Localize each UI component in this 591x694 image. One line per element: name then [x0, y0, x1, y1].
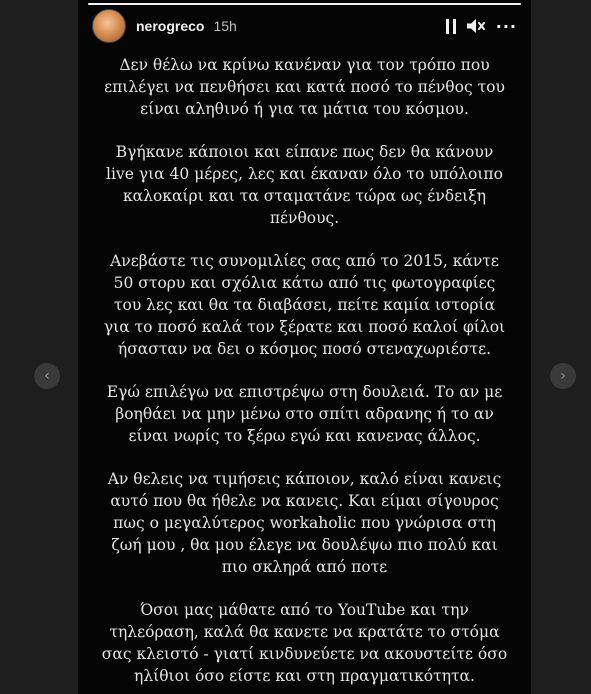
username[interactable]: nerogreco [136, 18, 205, 34]
story-text-line: είναι νωρίς το ξέρω εγώ και κανενας άλλος. [128, 427, 481, 445]
story-text-line: ηλίθιοι όσο είστε και στη πραγματικότητα. [134, 667, 475, 685]
pause-icon[interactable] [446, 18, 456, 34]
story-text-line: ζωή μου , θα μου έλεγε να δουλέψω πιο πολύ και [111, 536, 498, 554]
story-paragraph [96, 599, 513, 687]
story-progress-fill [88, 3, 521, 5]
story-text-line: βοηθάει να μην μένω στο σπίτι αδρανης ή το αν [115, 405, 494, 423]
story-text-line: 50 στορυ και σχόλια κάτω από τις φωτογραφίες [113, 274, 496, 292]
chevron-right-icon: › [560, 368, 566, 384]
story-text-line: ήσασταν να δει ο κόσμος ποσό στεναχωριέστε. [117, 340, 492, 358]
story-text-line: αυτό που θα ήθελε να κανεις. Και είμαι σίγουρος [110, 492, 499, 510]
story-text-line: πένθους. [269, 209, 340, 227]
story-text-line: Δεν θέλω να κρίνω κανέναν για τον τρόπο που [119, 56, 490, 74]
previous-story-button[interactable] [34, 363, 60, 389]
story-text-line: Βγήκανε κάποιοι και είπανε πως δεν θα κάνουν [115, 143, 494, 161]
story-paragraph [96, 468, 513, 578]
post-time: 15h [213, 18, 237, 34]
story-paragraph [96, 141, 513, 229]
story-text [96, 54, 513, 687]
story-text-line: επιλέγει να πενθήσει και κατά ποσό το πένθος του [104, 78, 505, 96]
story-text-line: είναι αληθινό ή για τα μάτια του κόσμου. [140, 100, 469, 118]
story-header [92, 8, 517, 44]
story-text-line: σας κλειστό - γιατί κινδυνεύετε να ακουστείτε όσο [101, 645, 508, 663]
chevron-left-icon: ‹ [44, 368, 50, 384]
avatar[interactable] [92, 9, 126, 43]
story-text-line: Εγώ επιλέγω να επιστρέψω στη δουλειά. Το αν με [106, 383, 503, 401]
story-paragraph [96, 54, 513, 120]
story-text-line: του λες και θα τα διαβάσει, πείτε καμία ιστορία [113, 296, 496, 314]
story-paragraph [96, 381, 513, 447]
story-text-line: καλοκαίρι και τα σταματάνε τώρα ως ένδειξη [122, 187, 487, 205]
story-controls [446, 17, 517, 36]
story-text-line: πως ο μεγαλύτερος workaholic που γνώρισα στη [113, 514, 496, 532]
story-text-line: Όσοι μας μάθατε από το YouTube και την [140, 601, 469, 619]
story-text-line: τηλεόραση, καλά θα κανετε να κρατάτε το στόμα [109, 623, 500, 641]
story-text-line: live για 40 μέρες, λες και έκαναν όλο το υπόλοιπο [106, 165, 503, 183]
story-viewer[interactable] [78, 0, 531, 694]
story-text-line: Ανεβάστε τις συνομιλίες σας από το 2015, κάντε [110, 252, 499, 270]
story-text-line: για το ποσό καλά τον ξέρατε και ποσό καλοί φίλοι [103, 318, 506, 336]
muted-speaker-icon[interactable] [466, 18, 486, 34]
right-backdrop [531, 0, 591, 694]
story-text-line: Αν θελεις να τιμήσεις κάποιον, καλό είναι κανεις [107, 470, 502, 488]
more-options-icon[interactable]: ··· [495, 16, 517, 36]
left-backdrop [0, 0, 78, 694]
next-story-button[interactable] [550, 363, 576, 389]
story-paragraph [96, 250, 513, 360]
story-text-line: πιο σκληρά από ποτε [221, 558, 388, 576]
story-progress-bar [88, 3, 521, 5]
